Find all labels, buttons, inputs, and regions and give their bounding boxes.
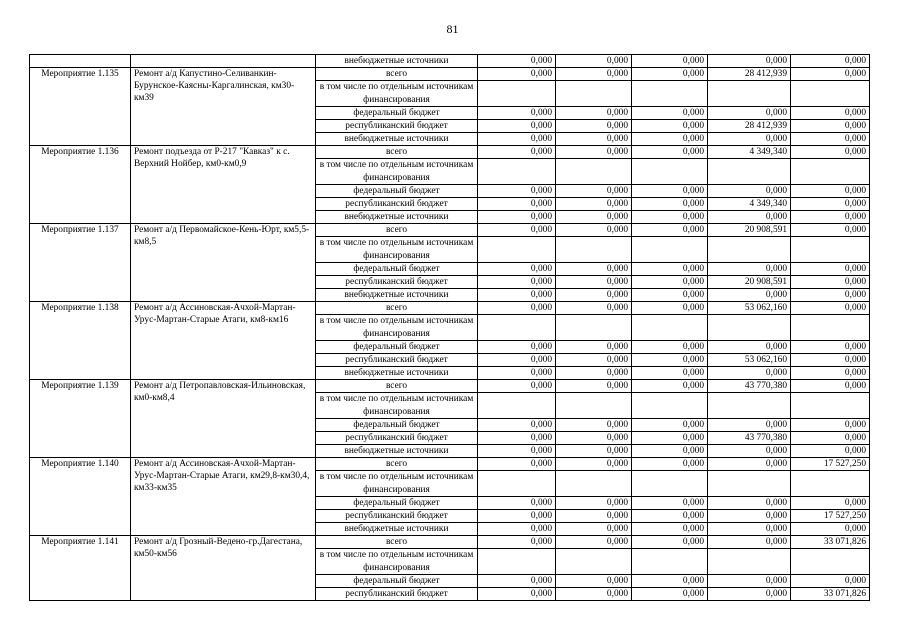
value-cell: 0,000	[632, 380, 708, 393]
funding-source: федеральный бюджет	[316, 575, 478, 588]
value-cell: 0,000	[556, 432, 632, 445]
value-cell	[556, 237, 632, 263]
value-cell: 0,000	[632, 289, 708, 302]
measure-description: Ремонт а/д Первомайское-Кень-Юрт, км5,5-км8,5	[131, 224, 316, 302]
value-cell: 43 770,380	[708, 432, 791, 445]
value-cell	[556, 81, 632, 107]
value-cell: 0,000	[632, 68, 708, 81]
value-cell: 0,000	[791, 198, 870, 211]
funding-source: в том числе по отдельным источникам финансирования	[316, 315, 478, 341]
value-cell: 0,000	[478, 289, 556, 302]
value-cell	[478, 237, 556, 263]
value-cell: 0,000	[556, 198, 632, 211]
funding-source: в том числе по отдельным источникам финансирования	[316, 549, 478, 575]
value-cell: 0,000	[478, 68, 556, 81]
value-cell: 0,000	[478, 302, 556, 315]
table-row	[30, 146, 870, 159]
value-cell: 0,000	[632, 276, 708, 289]
value-cell: 0,000	[708, 497, 791, 510]
value-cell: 0,000	[556, 367, 632, 380]
measure-description: Ремонт подъезда от Р-217 "Кавказ" к с. Верхний Нойбер, км0-км0,9	[131, 146, 316, 224]
value-cell: 0,000	[708, 289, 791, 302]
value-cell: 0,000	[556, 354, 632, 367]
value-cell: 0,000	[478, 445, 556, 458]
value-cell	[632, 159, 708, 185]
funding-source: всего	[316, 146, 478, 159]
value-cell: 0,000	[791, 211, 870, 224]
value-cell	[478, 159, 556, 185]
value-cell: 33 071,826	[791, 536, 870, 549]
value-cell	[708, 315, 791, 341]
funding-source: республиканский бюджет	[316, 432, 478, 445]
value-cell: 0,000	[478, 575, 556, 588]
value-cell: 0,000	[478, 276, 556, 289]
value-cell: 0,000	[556, 523, 632, 536]
value-cell	[478, 81, 556, 107]
funding-source: республиканский бюджет	[316, 276, 478, 289]
value-cell	[708, 81, 791, 107]
value-cell	[791, 315, 870, 341]
value-cell: 0,000	[791, 263, 870, 276]
value-cell	[708, 471, 791, 497]
measure-name: Мероприятие 1.139	[30, 380, 131, 458]
value-cell: 0,000	[708, 536, 791, 549]
value-cell: 0,000	[556, 497, 632, 510]
value-cell	[478, 393, 556, 419]
value-cell: 0,000	[791, 55, 870, 68]
funding-source: федеральный бюджет	[316, 185, 478, 198]
table-row	[30, 536, 870, 549]
value-cell: 0,000	[632, 536, 708, 549]
value-cell: 0,000	[708, 107, 791, 120]
value-cell: 0,000	[791, 575, 870, 588]
value-cell: 0,000	[556, 276, 632, 289]
measure-description	[131, 55, 316, 68]
funding-source: внебюджетные источники	[316, 289, 478, 302]
value-cell: 0,000	[791, 224, 870, 237]
value-cell: 0,000	[708, 510, 791, 523]
funding-source: федеральный бюджет	[316, 341, 478, 354]
value-cell: 0,000	[478, 263, 556, 276]
value-cell: 0,000	[632, 523, 708, 536]
value-cell: 0,000	[632, 419, 708, 432]
value-cell	[632, 471, 708, 497]
value-cell: 0,000	[708, 133, 791, 146]
funding-source: внебюджетные источники	[316, 523, 478, 536]
value-cell: 0,000	[632, 198, 708, 211]
funding-source: в том числе по отдельным источникам финансирования	[316, 237, 478, 263]
measure-name: Мероприятие 1.136	[30, 146, 131, 224]
value-cell: 0,000	[632, 432, 708, 445]
value-cell: 0,000	[478, 380, 556, 393]
table-row	[30, 224, 870, 237]
value-cell: 0,000	[556, 445, 632, 458]
value-cell: 0,000	[708, 55, 791, 68]
value-cell: 0,000	[791, 276, 870, 289]
funding-source: федеральный бюджет	[316, 419, 478, 432]
value-cell: 0,000	[556, 55, 632, 68]
funding-source: федеральный бюджет	[316, 107, 478, 120]
value-cell: 0,000	[632, 575, 708, 588]
value-cell: 0,000	[708, 341, 791, 354]
value-cell: 17 527,250	[791, 510, 870, 523]
measure-description: Ремонт а/д Петропавловская-Ильиновская, км0-км8,4	[131, 380, 316, 458]
value-cell: 43 770,380	[708, 380, 791, 393]
value-cell: 0,000	[478, 133, 556, 146]
value-cell: 0,000	[632, 302, 708, 315]
measure-name: Мероприятие 1.140	[30, 458, 131, 536]
value-cell: 0,000	[632, 120, 708, 133]
value-cell: 0,000	[791, 302, 870, 315]
funding-source: всего	[316, 224, 478, 237]
value-cell: 0,000	[791, 419, 870, 432]
measure-description: Ремонт а/д Ассиновская-Ачхой-Мартан-Урус-Мартан-Старые Атаги, км29,8-км30,4, км33-км35	[131, 458, 316, 536]
value-cell: 0,000	[556, 133, 632, 146]
value-cell: 4 349,340	[708, 146, 791, 159]
value-cell: 0,000	[791, 445, 870, 458]
value-cell	[556, 393, 632, 419]
funding-source: в том числе по отдельным источникам финансирования	[316, 393, 478, 419]
value-cell: 0,000	[791, 133, 870, 146]
value-cell: 0,000	[556, 211, 632, 224]
table-row	[30, 458, 870, 471]
value-cell: 0,000	[708, 445, 791, 458]
value-cell: 0,000	[632, 445, 708, 458]
value-cell: 0,000	[708, 458, 791, 471]
value-cell: 0,000	[632, 263, 708, 276]
value-cell: 0,000	[632, 133, 708, 146]
value-cell: 20 908,591	[708, 276, 791, 289]
value-cell: 0,000	[632, 146, 708, 159]
value-cell: 0,000	[556, 263, 632, 276]
value-cell: 0,000	[632, 185, 708, 198]
value-cell	[708, 549, 791, 575]
value-cell: 0,000	[556, 120, 632, 133]
measure-description: Ремонт а/д Капустино-Селиванкин-Бурунское-Каясны-Каргалинская, км30-км39	[131, 68, 316, 146]
funding-source: республиканский бюджет	[316, 510, 478, 523]
value-cell: 0,000	[478, 198, 556, 211]
value-cell: 0,000	[791, 432, 870, 445]
funding-source: республиканский бюджет	[316, 120, 478, 133]
value-cell: 0,000	[478, 341, 556, 354]
value-cell: 0,000	[478, 224, 556, 237]
measure-name: Мероприятие 1.135	[30, 68, 131, 146]
value-cell: 0,000	[556, 68, 632, 81]
table-row	[30, 55, 870, 68]
budget-table	[29, 54, 870, 601]
value-cell: 0,000	[708, 263, 791, 276]
funding-source: всего	[316, 536, 478, 549]
value-cell	[632, 393, 708, 419]
value-cell: 0,000	[791, 146, 870, 159]
value-cell	[632, 315, 708, 341]
value-cell	[478, 471, 556, 497]
value-cell: 0,000	[632, 211, 708, 224]
value-cell: 0,000	[556, 419, 632, 432]
funding-source: внебюджетные источники	[316, 445, 478, 458]
value-cell: 0,000	[556, 575, 632, 588]
value-cell: 0,000	[556, 224, 632, 237]
value-cell: 0,000	[708, 419, 791, 432]
value-cell	[791, 549, 870, 575]
measure-name	[30, 55, 131, 68]
measure-description: Ремонт а/д Ассиновская-Ачхой-Мартан-Урус-Мартан-Старые Атаги, км8-км16	[131, 302, 316, 380]
value-cell: 4 349,340	[708, 198, 791, 211]
value-cell: 0,000	[556, 302, 632, 315]
value-cell: 0,000	[632, 588, 708, 601]
funding-source: всего	[316, 380, 478, 393]
table-row	[30, 380, 870, 393]
measure-name: Мероприятие 1.138	[30, 302, 131, 380]
value-cell: 17 527,250	[791, 458, 870, 471]
value-cell: 0,000	[556, 458, 632, 471]
value-cell	[791, 81, 870, 107]
value-cell	[478, 549, 556, 575]
value-cell: 0,000	[708, 367, 791, 380]
funding-source: республиканский бюджет	[316, 588, 478, 601]
value-cell: 0,000	[791, 523, 870, 536]
value-cell: 0,000	[791, 107, 870, 120]
value-cell	[632, 237, 708, 263]
value-cell: 0,000	[632, 341, 708, 354]
value-cell: 0,000	[478, 497, 556, 510]
value-cell: 0,000	[478, 588, 556, 601]
value-cell: 53 062,160	[708, 302, 791, 315]
value-cell: 0,000	[632, 510, 708, 523]
value-cell: 0,000	[708, 185, 791, 198]
value-cell: 0,000	[556, 289, 632, 302]
value-cell: 0,000	[478, 146, 556, 159]
value-cell: 0,000	[478, 510, 556, 523]
value-cell	[791, 159, 870, 185]
value-cell: 0,000	[556, 536, 632, 549]
value-cell: 0,000	[478, 211, 556, 224]
value-cell	[556, 315, 632, 341]
value-cell: 0,000	[708, 211, 791, 224]
value-cell	[556, 159, 632, 185]
value-cell: 33 071,826	[791, 588, 870, 601]
funding-source: республиканский бюджет	[316, 198, 478, 211]
value-cell: 0,000	[478, 367, 556, 380]
value-cell: 0,000	[478, 55, 556, 68]
measure-name: Мероприятие 1.141	[30, 536, 131, 601]
value-cell: 0,000	[708, 575, 791, 588]
value-cell: 0,000	[791, 68, 870, 81]
funding-source: всего	[316, 302, 478, 315]
value-cell	[708, 159, 791, 185]
value-cell: 53 062,160	[708, 354, 791, 367]
value-cell: 0,000	[556, 185, 632, 198]
funding-source: республиканский бюджет	[316, 354, 478, 367]
value-cell: 0,000	[708, 523, 791, 536]
value-cell: 0,000	[791, 289, 870, 302]
funding-source: внебюджетные источники	[316, 367, 478, 380]
value-cell: 0,000	[556, 107, 632, 120]
value-cell	[791, 471, 870, 497]
value-cell: 0,000	[791, 120, 870, 133]
value-cell: 0,000	[632, 458, 708, 471]
funding-source: федеральный бюджет	[316, 497, 478, 510]
budget-table-body	[30, 55, 870, 601]
funding-source: в том числе по отдельным источникам финансирования	[316, 159, 478, 185]
table-row	[30, 68, 870, 81]
value-cell: 0,000	[632, 107, 708, 120]
value-cell: 28 412,939	[708, 120, 791, 133]
value-cell: 20 908,591	[708, 224, 791, 237]
funding-source: всего	[316, 458, 478, 471]
value-cell: 0,000	[632, 354, 708, 367]
value-cell: 0,000	[478, 536, 556, 549]
value-cell: 0,000	[556, 380, 632, 393]
value-cell: 0,000	[791, 354, 870, 367]
value-cell: 0,000	[791, 341, 870, 354]
funding-source: в том числе по отдельным источникам финансирования	[316, 471, 478, 497]
funding-source: внебюджетные источники	[316, 211, 478, 224]
page-number: 81	[446, 22, 459, 36]
value-cell	[478, 315, 556, 341]
value-cell	[632, 549, 708, 575]
value-cell	[791, 393, 870, 419]
measure-description: Ремонт а/д Грозный-Ведено-гр.Дагестана, км50-км56	[131, 536, 316, 601]
value-cell: 0,000	[556, 341, 632, 354]
measure-name: Мероприятие 1.137	[30, 224, 131, 302]
funding-source: федеральный бюджет	[316, 263, 478, 276]
table-row	[30, 302, 870, 315]
value-cell: 0,000	[791, 497, 870, 510]
value-cell: 0,000	[556, 588, 632, 601]
value-cell	[556, 549, 632, 575]
value-cell: 0,000	[478, 354, 556, 367]
value-cell: 0,000	[632, 224, 708, 237]
value-cell: 0,000	[478, 523, 556, 536]
value-cell: 0,000	[556, 510, 632, 523]
value-cell	[708, 237, 791, 263]
value-cell: 0,000	[791, 185, 870, 198]
value-cell	[556, 471, 632, 497]
value-cell: 0,000	[478, 458, 556, 471]
value-cell: 0,000	[632, 367, 708, 380]
value-cell: 0,000	[791, 367, 870, 380]
value-cell: 0,000	[556, 146, 632, 159]
funding-source: всего	[316, 68, 478, 81]
value-cell: 0,000	[791, 380, 870, 393]
value-cell: 0,000	[708, 588, 791, 601]
value-cell: 0,000	[478, 185, 556, 198]
funding-source: внебюджетные источники	[316, 133, 478, 146]
value-cell	[632, 81, 708, 107]
value-cell: 0,000	[478, 120, 556, 133]
value-cell: 0,000	[632, 497, 708, 510]
funding-source: внебюджетные источники	[316, 55, 478, 68]
value-cell: 0,000	[478, 432, 556, 445]
value-cell: 28 412,939	[708, 68, 791, 81]
funding-source: в том числе по отдельным источникам финансирования	[316, 81, 478, 107]
value-cell: 0,000	[632, 55, 708, 68]
value-cell	[708, 393, 791, 419]
value-cell	[791, 237, 870, 263]
value-cell: 0,000	[478, 107, 556, 120]
value-cell: 0,000	[478, 419, 556, 432]
